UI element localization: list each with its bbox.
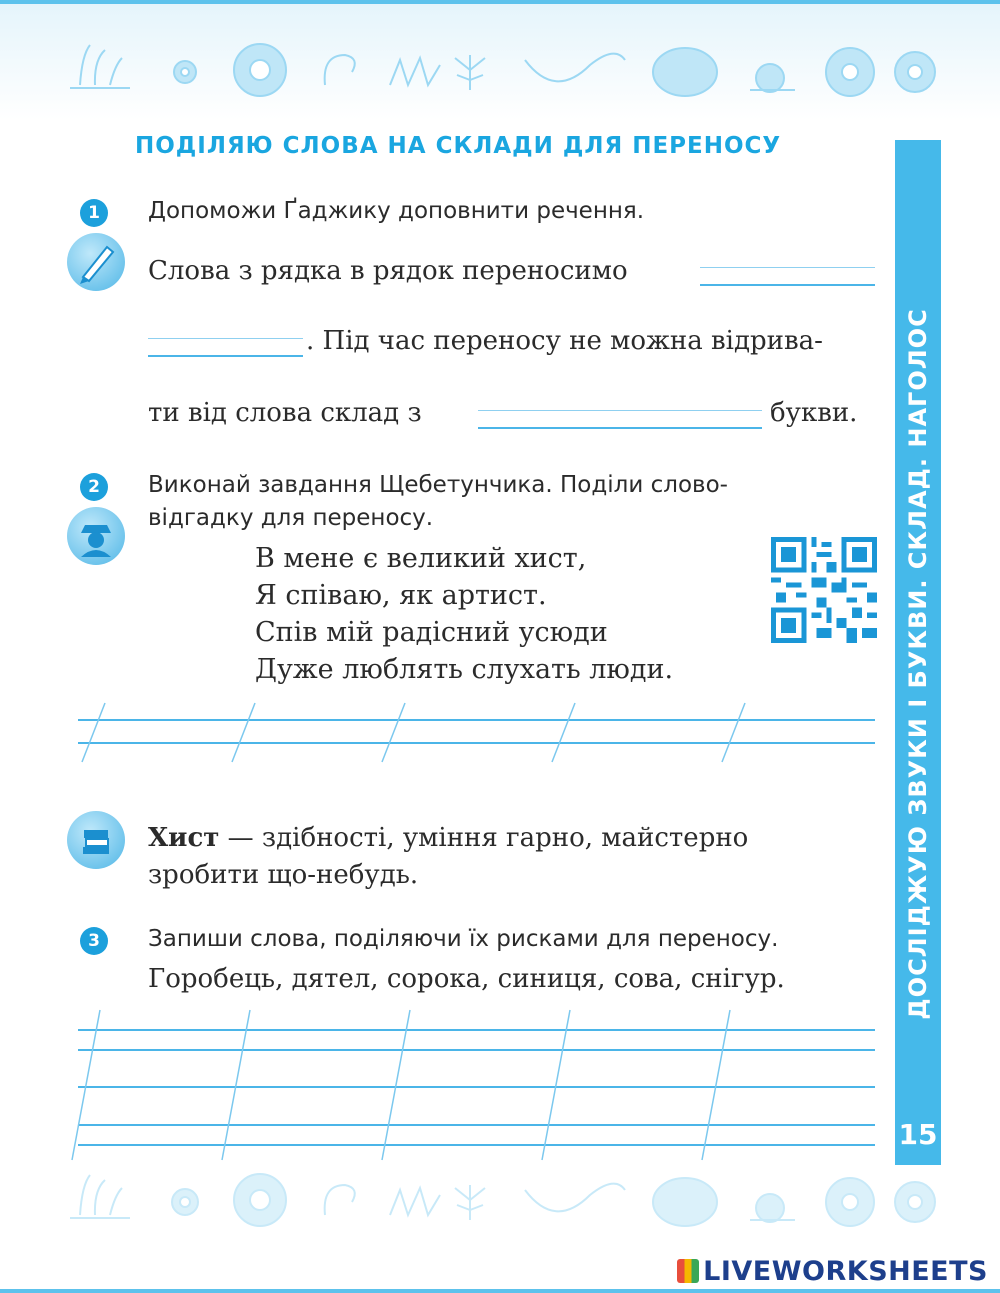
poem-line: Спів мій радісний усюди <box>255 617 608 648</box>
bottom-border <box>0 1289 1000 1293</box>
task3-prompt: Запиши слова, поділяючи їх рисками для переносу. <box>148 926 779 952</box>
task3-words: Горобець, дятел, сорока, синиця, сова, снігур. <box>148 964 785 994</box>
poem-line: Дуже люблять слухать люди. <box>255 654 674 685</box>
task2-prompt-line1: Виконай завдання Щебетунчика. Поділи слово- <box>148 472 728 498</box>
task2-prompt-line2: відгадку для переносу. <box>148 505 434 531</box>
sidebar-label: ДОСЛІДЖУЮ ЗВУКИ І БУКВИ. СКЛАД. НАГОЛОС <box>904 308 932 1020</box>
definition-text: — здібності, уміння гарно, майстерно <box>219 823 749 853</box>
footer-brand-text: LIVEWORKSHEETS <box>703 1256 988 1287</box>
poem-line: В мене є великий хист, <box>255 543 587 574</box>
poem-line: Я співаю, як артист. <box>255 580 547 611</box>
task1-line3-end: букви. <box>770 398 858 428</box>
task1-line3-text: ти від слова склад з <box>148 398 422 428</box>
definition-line2: зробити що-небудь. <box>148 860 419 890</box>
task1-prompt: Допоможи Ґаджику доповнити речення. <box>148 198 645 224</box>
task1-line2-text: . Під час переносу не можна відрива- <box>306 326 823 356</box>
page-title: ПОДІЛЯЮ СЛОВА НА СКЛАДИ ДЛЯ ПЕРЕНОСУ <box>135 133 782 159</box>
footer-brand[interactable] <box>677 1256 988 1287</box>
decorative-ornament-strip-bottom <box>60 1160 950 1230</box>
task-number-badge: 1 <box>80 199 108 227</box>
liveworksheets-logo-icon <box>677 1259 699 1283</box>
page-number: 15 <box>898 1118 938 1151</box>
task1-line1-text: Слова з рядка в рядок переносимо <box>148 256 628 286</box>
definition-term: Хист <box>148 823 220 853</box>
task-number-badge: 3 <box>80 927 108 955</box>
task-number-badge: 2 <box>80 473 108 501</box>
